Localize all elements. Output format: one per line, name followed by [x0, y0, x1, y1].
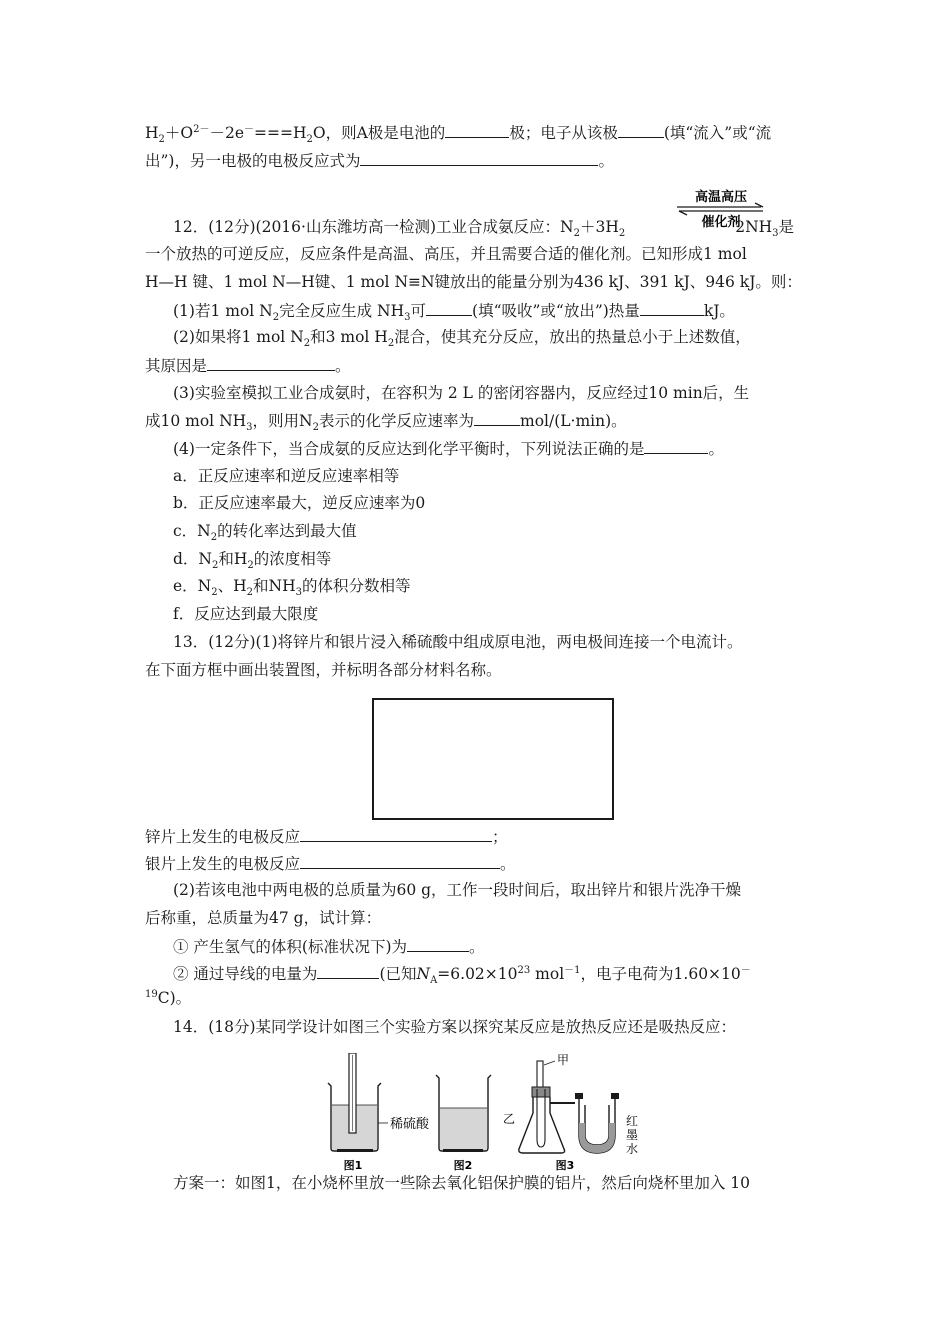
figure-1-beaker	[328, 1053, 381, 1152]
text: 和H	[218, 550, 248, 568]
text: 、H	[217, 577, 247, 595]
label-red-ink-3: 水	[626, 1142, 639, 1156]
answer-blank[interactable]	[407, 936, 469, 952]
text-line	[145, 150, 614, 171]
text-line: 后称重，总质量为47 g，试计算：	[145, 909, 382, 927]
label-dilute-sulfuric-acid: 稀硫酸	[390, 1117, 430, 1132]
subscript: 2	[272, 312, 280, 324]
text: (填“流入”或“流	[663, 124, 772, 142]
text: 成10 mol NH	[145, 412, 247, 430]
text: 和NH	[253, 577, 296, 595]
answer-blank[interactable]	[360, 150, 598, 166]
text: 。	[598, 152, 614, 170]
text: e．N	[173, 577, 212, 595]
text: H	[145, 124, 159, 142]
text: 的体积分数相等	[302, 577, 411, 595]
text: 极；电子从该极	[509, 124, 618, 142]
text: ；	[492, 828, 508, 846]
subscript: 3	[772, 228, 779, 240]
option-c	[173, 521, 357, 544]
subscript: A	[430, 975, 438, 987]
silver-electrode-line	[145, 853, 516, 874]
text: ① 产生氢气的体积(标准状况下)为	[173, 938, 408, 956]
subscript: 2	[210, 532, 218, 544]
superscript: 2－	[193, 123, 210, 135]
caption-fig-2: 图2	[453, 1159, 473, 1171]
text: (2)如果将1 mol N	[173, 328, 304, 346]
part-3: (3)实验室模拟工业合成氨时，在容积为 2 L 的密闭容器内，反应经过10 min后，生	[173, 384, 750, 402]
answer-blank[interactable]	[317, 963, 379, 979]
part-4	[173, 438, 724, 459]
answer-blank[interactable]	[474, 410, 520, 426]
text: 银片上发生的电极反应	[145, 855, 301, 873]
condition-bottom: 催化剂	[701, 215, 741, 230]
superscript: －1	[564, 964, 581, 976]
text: 可	[410, 302, 427, 320]
answer-blank[interactable]	[426, 300, 472, 316]
avogadro-symbol: N	[416, 965, 431, 983]
subscript: 3	[295, 587, 302, 599]
superscript: 19	[145, 988, 158, 1000]
text: 是	[778, 218, 795, 236]
text: ② 通过导线的电量为	[173, 965, 318, 983]
option-f: f．反应达到最大限度	[173, 605, 319, 623]
text: 表示的化学反应速率为	[318, 412, 474, 430]
answer-blank[interactable]	[300, 826, 492, 842]
calc-1	[173, 936, 485, 957]
text: 12．(12分)(2016·山东潍坊高一检测)工业合成氨反应：N	[173, 218, 574, 236]
text: O，则A极是电池的	[312, 124, 446, 142]
text: C)。	[157, 989, 192, 1007]
text: 的转化率达到最大值	[217, 522, 357, 540]
text: ，则用N	[252, 412, 313, 430]
answer-blank[interactable]	[618, 122, 664, 138]
condition-top: 高温高压	[694, 190, 748, 205]
subscript: 2	[387, 338, 395, 350]
part-1	[173, 300, 735, 324]
text-line	[145, 122, 772, 146]
label-red-ink-2: 墨	[626, 1128, 639, 1142]
question-12	[173, 217, 795, 240]
option-a: a．正反应速率和逆反应速率相等	[173, 467, 400, 485]
answer-blank[interactable]	[445, 122, 509, 138]
text-line	[145, 355, 351, 376]
text: 和3 mol H	[310, 328, 388, 346]
text: mol/(L·min)。	[520, 412, 627, 430]
text: 2NH	[735, 218, 773, 236]
option-e	[173, 576, 411, 599]
text: 。	[500, 855, 516, 873]
subscript: 2	[212, 560, 219, 572]
subscript: 2	[312, 422, 319, 434]
subscript: 3	[246, 422, 253, 434]
text-line: (2)若该电池中两电极的总质量为60 g，工作一段时间后，取出锌片和银片洗净干燥	[173, 881, 742, 899]
text-line: H—H 键、1 mol N—H键、1 mol N≡N键放出的能量分别为436 kJ、391 kJ、946 kJ。则：	[145, 273, 802, 291]
text: 锌片上发生的电极反应	[145, 828, 301, 846]
text: c．N	[173, 522, 211, 540]
answer-blank[interactable]	[300, 853, 500, 869]
subscript: 2	[247, 560, 254, 572]
caption-fig-1: 图1	[343, 1159, 363, 1171]
text: d．N	[173, 550, 212, 568]
text: (填“吸收”或“放出”)热量	[472, 302, 640, 320]
text: 。	[469, 938, 485, 956]
text: (已知	[379, 965, 417, 983]
drawing-answer-box[interactable]	[372, 698, 614, 820]
text: 。	[708, 440, 724, 458]
text: (4)一定条件下，当合成氨的反应达到化学平衡时，下列说法正确的是	[173, 440, 645, 458]
experiment-figures	[323, 1053, 663, 1171]
answer-blank[interactable]	[207, 355, 335, 371]
text: ===H	[254, 124, 307, 142]
zinc-electrode-line	[145, 826, 508, 847]
subscript: 2	[246, 587, 254, 599]
subscript: 2	[618, 228, 626, 240]
text: ＋3H	[579, 218, 619, 236]
subscript: 2	[303, 338, 311, 350]
figure-2-beaker	[436, 1075, 491, 1152]
text: 出”)，另一电极的电极反应式为	[145, 152, 361, 170]
scheme-1: 方案一：如图1，在小烧杯里放一些除去氧化铝保护膜的铝片，然后向烧杯里加入 10	[173, 1174, 751, 1192]
label-red-ink-1: 红	[626, 1114, 639, 1128]
option-d	[173, 549, 332, 572]
superscript: －	[244, 123, 255, 135]
text: 的浓度相等	[253, 550, 332, 568]
label-jia: 甲	[557, 1053, 570, 1067]
text: ，电子电荷为1.60×10	[580, 965, 741, 983]
superscript: －	[740, 964, 751, 976]
label-yi: 乙	[503, 1112, 516, 1126]
text: mol	[530, 965, 565, 983]
subscript: 2	[306, 134, 313, 146]
question-13: 13．(12分)(1)将锌片和银片浸入稀硫酸中组成原电池，两电极间连接一个电流计。	[173, 633, 743, 651]
caption-fig-3: 图3	[555, 1159, 575, 1171]
text: 其原因是	[145, 357, 208, 375]
figure-3-apparatus	[519, 1061, 619, 1153]
text: 混合，使其充分反应，放出的热量总小于上述数值，	[394, 328, 751, 346]
subscript: 2	[158, 134, 165, 146]
text: (1)若1 mol N	[173, 302, 273, 320]
text: 完全反应生成 NH	[279, 302, 405, 320]
part-2	[173, 327, 751, 350]
subscript: 3	[404, 312, 411, 324]
text-line	[145, 410, 627, 434]
answer-blank[interactable]	[644, 438, 708, 454]
text: ＋O	[164, 124, 194, 142]
text: 。	[335, 357, 351, 375]
text-line: 一个放热的可逆反应，反应条件是高温、高压，并且需要合适的催化剂。已知形成1 mol	[145, 245, 747, 263]
option-b: b．正反应速率最大，逆反应速率为0	[173, 494, 426, 512]
text: －2e	[209, 124, 245, 142]
subscript: 2	[573, 228, 580, 240]
calc-2	[173, 963, 751, 987]
question-14: 14．(18分)某同学设计如图三个实验方案以探究某反应是放热反应还是吸热反应：	[173, 1018, 737, 1036]
superscript: 23	[517, 964, 531, 976]
text: =6.02×10	[437, 965, 518, 983]
text: kJ。	[703, 302, 735, 320]
subscript: 2	[211, 587, 218, 599]
answer-blank[interactable]	[640, 300, 704, 316]
text-line: 在下面方框中画出装置图，并标明各部分材料名称。	[145, 661, 502, 679]
text-line	[145, 988, 191, 1008]
